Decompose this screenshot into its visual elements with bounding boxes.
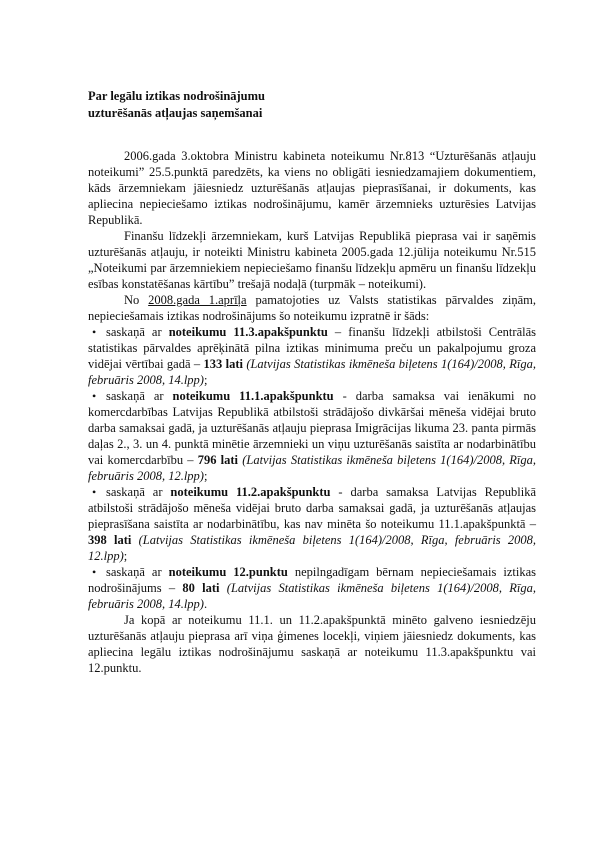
paragraph-4: Ja kopā ar noteikumu 11.1. un 11.2.apakšpunktā minēto galveno iesniedzēju uzturēšanās atļauju pieprasa arī viņa ģimenes locekļi, viņiem jāiesniedz dokuments, kas apliecina legālu iztikas nodrošinājumu saskaņā ar noteikumu 11.3.apakšpunktu vai 12.punktu. [88,613,536,675]
rule-reference: noteikumu 11.3.apakšpunktu [168,325,328,339]
list-item-text: - darba samaksa vai ienākumi no komercdarbības Latvijas Republikā atbilstoši strādājošo divkāršai mēneša vidējai bruto darba samaksai gadā, ja uzturēšanās atļauju pieprasa Imigrācijas likuma 23. panta pirmās daļas 2., 3. un 4. punktā minētie ārzemnieki un viņu uzturēšanās saistīta ar nodarbinātību vai komercdarbību – [88,389,536,467]
amount: 398 lati [88,533,132,547]
list-item-text: – finanšu līdzekļi atbilstoši Centrālās statistikas pārvaldes aprēķinātā pilna iztikas minimuma preču un pakalpojumu groza vidējai vērtībai gadā – [88,325,536,371]
bullet-icon: • [92,485,97,499]
paragraph-3 [88,292,536,324]
document-body [88,148,536,676]
effective-date: 2008.gada 1.aprīļa [148,293,247,307]
list-item-space [220,581,227,595]
list-item-pre: saskaņā ar [106,565,169,579]
list-item [88,484,536,564]
list-item-end: ; [203,469,208,483]
list-item-text: - darba samaksa Latvijas Republikā atbilstoši strādājošo mēneša vidējai bruto darba samaksai gadā, ja uzturēšanās atļaujas pieprasīšana saistīta ar nodarbinātību, kas nav minēta šo noteikumu 11.1.apakšpunktā – [88,485,536,531]
list-item-space [131,533,138,547]
source-citation: (Latvijas Statistikas ikmēneša biļetens 1(164)/2008, Rīga, februāris 2008, 14.lpp) [88,581,536,611]
bullet-icon: • [92,325,97,339]
list-item-pre: saskaņā ar [106,325,169,339]
bullet-icon: • [92,389,97,403]
rule-reference: noteikumu 11.1.apakšpunktu [172,389,334,403]
list-item [88,564,536,612]
list-item [88,324,536,388]
source-citation: (Latvijas Statistikas ikmēneša biļetens 1(164)/2008, Rīga, februāris 2008, 12.lpp) [88,453,537,483]
amount: 796 lati [197,453,239,467]
paragraph-2: Finanšu līdzekļi ārzemniekam, kurš Latvijas Republikā pieprasa vai ir saņēmis uzturēšanās atļauju, ir noteikti Ministru kabineta 2005.gada 12.jūlija noteikumu Nr.515 „Noteikumi par ārzemniekiem nepieciešamo finanšu līdzekļu apmēru un finanšu līdzekļu esības konstatēšanas kārtību” trešajā nodaļā (turpmāk – noteikumi). [88,229,536,291]
source-citation: (Latvijas Statistikas ikmēneša biļetens 1(164)/2008, Rīga, februāris 2008, 14.lpp) [88,357,536,387]
document-title [88,88,265,122]
list-item [88,388,536,484]
rule-reference: noteikumu 11.2.apakšpunktu [170,485,331,499]
list-item-pre: saskaņā ar [106,389,173,403]
paragraph-3-suffix: pamatojoties uz Valsts statistikas pārvaldes ziņām, nepieciešamais iztikas nodrošinājums šo noteikumu izpratnē ir šāds: [88,293,536,323]
list-item-end: ; [203,373,208,387]
bullet-icon: • [92,565,97,579]
amount: 133 lati [203,357,243,371]
list-item-text: nepilngadīgam bērnam nepieciešamais iztikas nodrošinājums – [88,565,536,595]
title-line-2: uzturēšanās atļaujas saņemšanai [88,106,263,120]
title-line-1: Par legālu iztikas nodrošinājumu [88,89,265,103]
paragraph-3-prefix: No [124,293,149,307]
list-item-pre: saskaņā ar [106,485,171,499]
list-item-end: . [203,597,208,611]
source-citation: (Latvijas Statistikas ikmēneša biļetens 1(164)/2008, Rīga, februāris 2008, 12.lpp) [88,533,537,563]
rule-reference: noteikumu 12.punktu [168,565,288,579]
requirements-list [88,324,536,612]
amount: 80 lati [182,581,220,595]
paragraph-1: 2006.gada 3.oktobra Ministru kabineta noteikumu Nr.813 “Uzturēšanās atļauju noteikumi” 25.5.punktā paredzēts, ka viens no obligāti iesniedzamajiem dokumentiem, kāds ārzemniekam jāiesniedz uzturēšanās atļaujas pieprasīšanai, ir dokuments, kas apliecina nepieciešamo iztikas nodrošinājumu, kamēr ārzemnieks uzturēsies Latvijas Republikā. [88,149,536,227]
list-item-end: ; [123,549,128,563]
